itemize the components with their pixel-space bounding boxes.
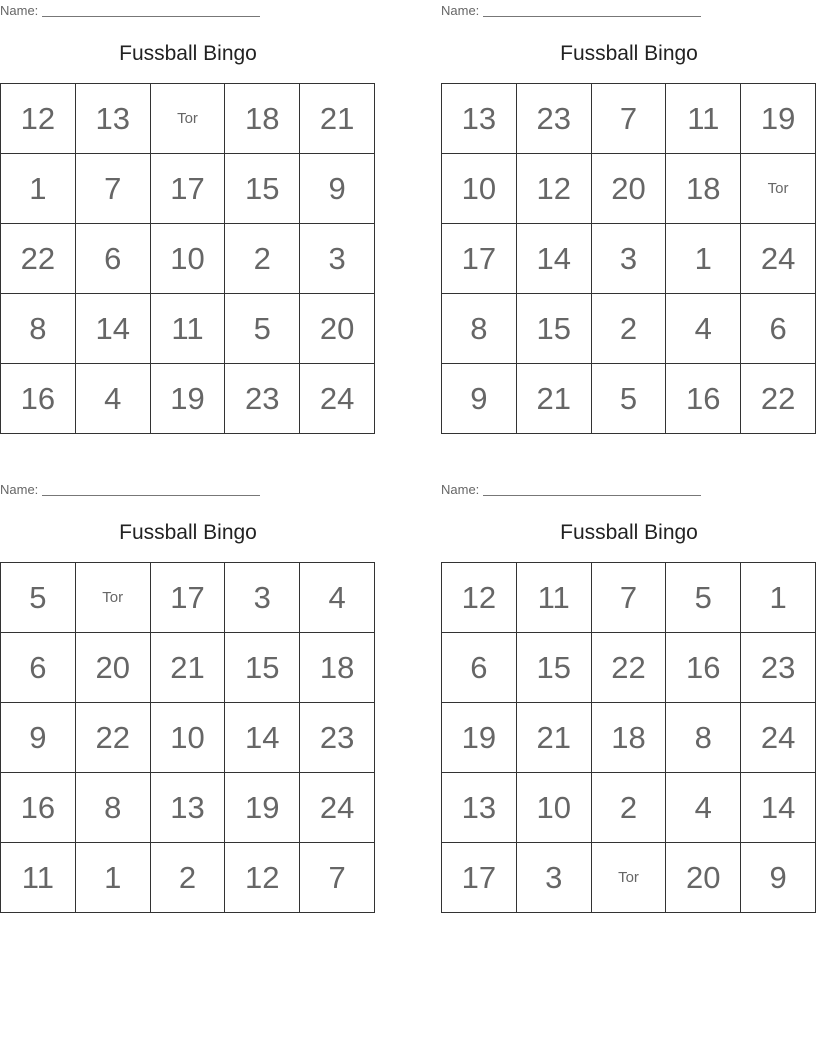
bingo-cell: 8 [1, 294, 76, 364]
bingo-cell: 22 [741, 364, 816, 434]
bingo-cell: 5 [666, 563, 741, 633]
bingo-cell: 4 [666, 294, 741, 364]
free-space-cell: Tor [76, 563, 151, 633]
bingo-grid [0, 562, 375, 913]
bingo-cell: 2 [225, 224, 300, 294]
bingo-cell: 17 [151, 154, 226, 224]
bingo-cell: 16 [1, 773, 76, 843]
bingo-cell: 23 [741, 633, 816, 703]
bingo-cell: 10 [151, 703, 226, 773]
bingo-cell: 16 [666, 364, 741, 434]
bingo-cell: 1 [741, 563, 816, 633]
bingo-cell: 11 [151, 294, 226, 364]
name-label: Name: [0, 482, 39, 497]
free-space-cell: Tor [151, 84, 226, 154]
bingo-card-1 [0, 0, 376, 434]
bingo-cell: 4 [666, 773, 741, 843]
name-label: Name: [0, 3, 39, 18]
bingo-cell: 22 [1, 224, 76, 294]
card-title: Fussball Bingo [560, 42, 698, 65]
bingo-cell: 18 [592, 703, 667, 773]
bingo-cell: 1 [1, 154, 76, 224]
card-title: Fussball Bingo [119, 521, 257, 544]
bingo-cell: 9 [300, 154, 375, 224]
bingo-cell: 20 [666, 843, 741, 913]
name-label: Name: [441, 3, 480, 18]
bingo-cell: 3 [517, 843, 592, 913]
free-space-cell: Tor [592, 843, 667, 913]
bingo-card-3 [0, 479, 376, 913]
bingo-cell: 8 [76, 773, 151, 843]
bingo-cell: 18 [666, 154, 741, 224]
bingo-cell: 21 [517, 703, 592, 773]
name-line [42, 16, 260, 17]
bingo-cell: 13 [151, 773, 226, 843]
bingo-cell: 2 [592, 773, 667, 843]
free-space-cell: Tor [741, 154, 816, 224]
bingo-cell: 15 [225, 154, 300, 224]
bingo-cell: 18 [225, 84, 300, 154]
bingo-cell: 6 [442, 633, 517, 703]
bingo-cell: 4 [300, 563, 375, 633]
bingo-cell: 7 [592, 84, 667, 154]
bingo-cell: 9 [1, 703, 76, 773]
bingo-cell: 9 [442, 364, 517, 434]
bingo-cell: 16 [1, 364, 76, 434]
bingo-card-4 [441, 479, 816, 913]
bingo-cell: 23 [517, 84, 592, 154]
bingo-cell: 15 [517, 633, 592, 703]
bingo-cell: 13 [76, 84, 151, 154]
bingo-cell: 24 [300, 773, 375, 843]
bingo-cell: 15 [517, 294, 592, 364]
bingo-cell: 20 [76, 633, 151, 703]
name-label: Name: [441, 482, 480, 497]
bingo-cell: 12 [1, 84, 76, 154]
bingo-cell: 13 [442, 84, 517, 154]
bingo-cell: 2 [592, 294, 667, 364]
bingo-cell: 19 [151, 364, 226, 434]
bingo-grid [441, 83, 816, 434]
bingo-cell: 12 [442, 563, 517, 633]
bingo-cell: 3 [225, 563, 300, 633]
bingo-cell: 19 [225, 773, 300, 843]
bingo-cell: 22 [76, 703, 151, 773]
bingo-cell: 7 [592, 563, 667, 633]
bingo-cell: 8 [666, 703, 741, 773]
bingo-cell: 1 [76, 843, 151, 913]
bingo-cell: 14 [76, 294, 151, 364]
bingo-cell: 17 [442, 224, 517, 294]
name-line [483, 495, 701, 496]
bingo-cell: 20 [300, 294, 375, 364]
bingo-cell: 1 [666, 224, 741, 294]
bingo-cell: 14 [517, 224, 592, 294]
name-row [441, 481, 701, 497]
bingo-grid [441, 562, 816, 913]
bingo-cell: 17 [442, 843, 517, 913]
name-line [483, 16, 701, 17]
bingo-cell: 15 [225, 633, 300, 703]
bingo-grid [0, 83, 375, 434]
bingo-cell: 10 [151, 224, 226, 294]
bingo-cell: 12 [225, 843, 300, 913]
bingo-cell: 11 [1, 843, 76, 913]
bingo-cell: 3 [592, 224, 667, 294]
bingo-cell: 21 [517, 364, 592, 434]
bingo-cell: 24 [741, 703, 816, 773]
bingo-cell: 14 [741, 773, 816, 843]
bingo-cell: 24 [300, 364, 375, 434]
bingo-cell: 21 [300, 84, 375, 154]
bingo-cell: 4 [76, 364, 151, 434]
bingo-cell: 20 [592, 154, 667, 224]
bingo-cell: 19 [442, 703, 517, 773]
bingo-cell: 5 [225, 294, 300, 364]
bingo-cell: 9 [741, 843, 816, 913]
bingo-cell: 6 [1, 633, 76, 703]
bingo-cell: 16 [666, 633, 741, 703]
name-row [0, 481, 260, 497]
card-title: Fussball Bingo [560, 521, 698, 544]
bingo-cell: 6 [741, 294, 816, 364]
name-line [42, 495, 260, 496]
bingo-cell: 5 [592, 364, 667, 434]
bingo-cell: 7 [300, 843, 375, 913]
bingo-cell: 6 [76, 224, 151, 294]
bingo-cell: 23 [225, 364, 300, 434]
bingo-cell: 24 [741, 224, 816, 294]
bingo-cell: 5 [1, 563, 76, 633]
bingo-cell: 22 [592, 633, 667, 703]
bingo-cell: 11 [666, 84, 741, 154]
card-title: Fussball Bingo [119, 42, 257, 65]
bingo-cell: 19 [741, 84, 816, 154]
bingo-cell: 18 [300, 633, 375, 703]
bingo-cell: 14 [225, 703, 300, 773]
bingo-cell: 13 [442, 773, 517, 843]
bingo-card-2 [441, 0, 816, 434]
bingo-cell: 10 [442, 154, 517, 224]
bingo-cell: 23 [300, 703, 375, 773]
bingo-cell: 8 [442, 294, 517, 364]
bingo-cell: 2 [151, 843, 226, 913]
bingo-cell: 3 [300, 224, 375, 294]
name-row [0, 2, 260, 18]
name-row [441, 2, 701, 18]
bingo-cell: 21 [151, 633, 226, 703]
bingo-cell: 7 [76, 154, 151, 224]
bingo-cell: 10 [517, 773, 592, 843]
bingo-cell: 17 [151, 563, 226, 633]
bingo-cell: 12 [517, 154, 592, 224]
bingo-cell: 11 [517, 563, 592, 633]
